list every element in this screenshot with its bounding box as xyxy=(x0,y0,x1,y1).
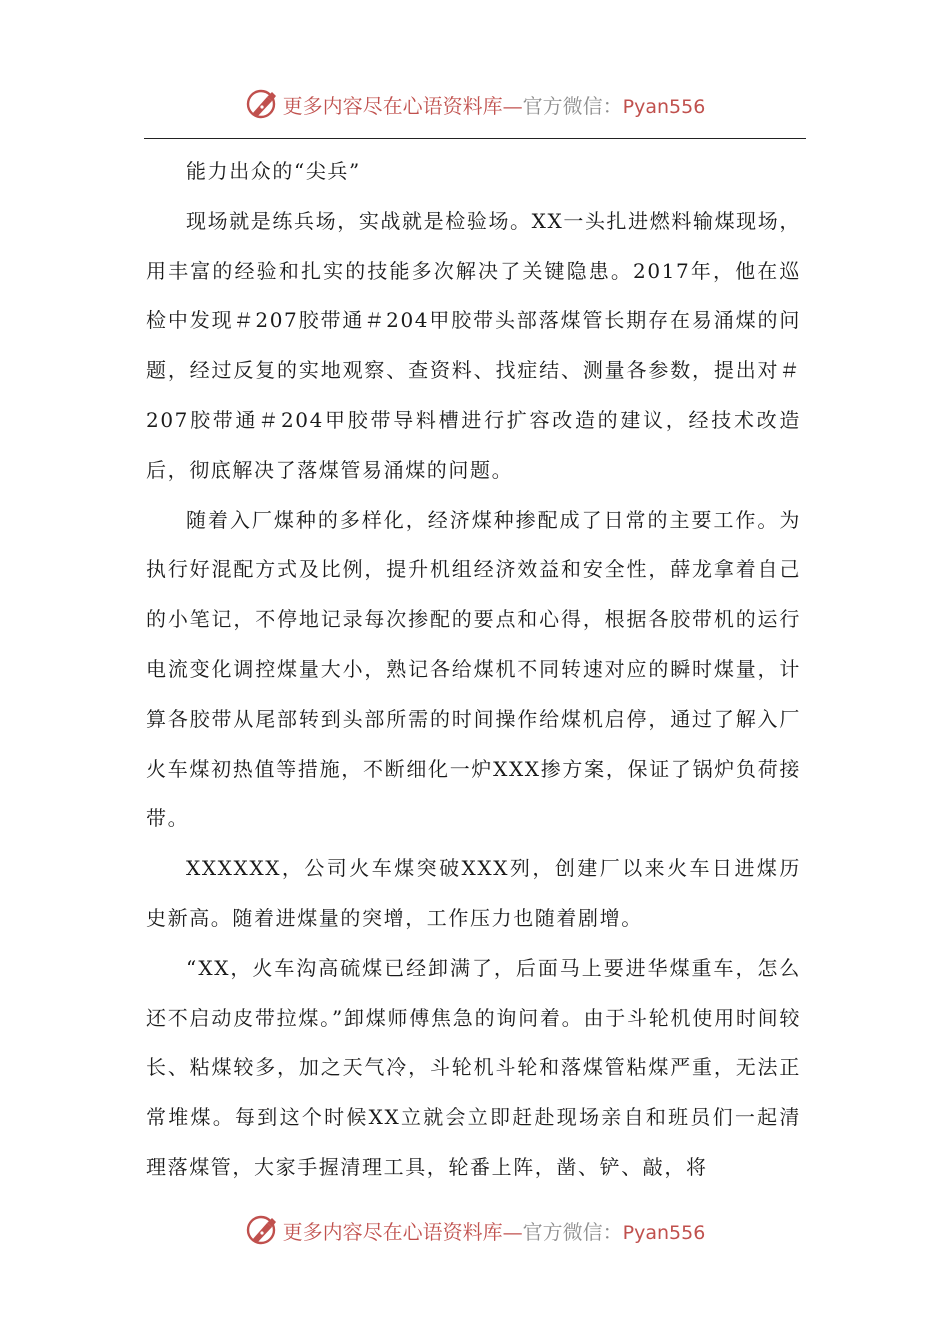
pen-nib-logo-icon xyxy=(245,1213,279,1247)
paragraph: 现场就是练兵场，实战就是检验场。XX一头扎进燃料输煤现场，用丰富的经验和扎实的技能多次解决了关键隐患。2017年，他在巡检中发现＃207胶带通＃204甲胶带头部落煤管长期存在易涌煤的问题，经过反复的实地观察、查资料、找症结、测量各参数，提出对＃207胶带通＃204甲胶带导料槽进行扩容改造的建议，经技术改造后，彻底解决了落煤管易涌煤的问题。 xyxy=(146,208,801,482)
banner-text: 更多内容尽在心语资料库—官方微信：Pyan556 xyxy=(282,93,706,118)
header-divider xyxy=(144,138,806,139)
paragraph: “XX，火车沟高硫煤已经卸满了，后面马上要进华煤重车，怎么还不启动皮带拉煤。”卸煤师傅焦急的询问着。由于斗轮机使用时间较长、粘煤较多，加之天气冷，斗轮机斗轮和落煤管粘煤严重，无法正常堆煤。每到这个时候XX立就会立即赶赴现场亲自和班员们一起清理落煤管，大家手握清理工具，轮番上阵，凿、铲、敲，将 xyxy=(146,955,801,1179)
document-body xyxy=(146,147,801,1193)
pen-nib-logo-icon xyxy=(245,87,279,121)
section-heading: 能力出众的“尖兵” xyxy=(186,159,361,183)
banner-text: 更多内容尽在心语资料库—官方微信：Pyan556 xyxy=(282,1219,706,1244)
paragraph: 随着入厂煤种的多样化，经济煤种掺配成了日常的主要工作。为执行好混配方式及比例，提升机组经济效益和安全性，薛龙拿着自己的小笔记，不停地记录每次掺配的要点和心得，根据各胶带机的运行电流变化调控煤量大小，熟记各给煤机不同转速对应的瞬时煤量，计算各胶带从尾部转到头部所需的时间操作给煤机启停，通过了解入厂火车煤初热值等措施，不断细化一炉XXX掺方案，保证了锅炉负荷接带。 xyxy=(146,507,801,831)
footer-banner xyxy=(0,1208,950,1252)
paragraph: XXXXXX，公司火车煤突破XXX列，创建厂以来火车日进煤历史新高。随着进煤量的突增，工作压力也随着剧增。 xyxy=(146,856,801,930)
header-banner xyxy=(0,82,950,126)
